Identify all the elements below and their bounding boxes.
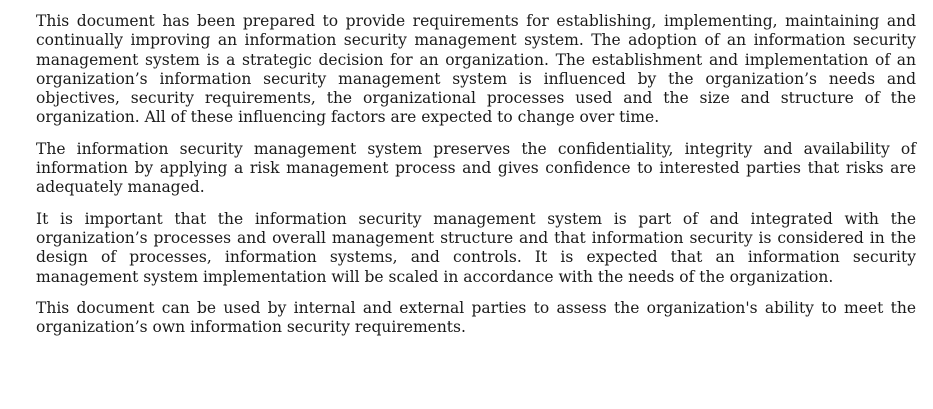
paragraph-usage: This document can be used by internal and external parties to assess the organization's ability to meet the organization’s own information security requirements. [36, 298, 916, 337]
paragraph-purpose: This document has been prepared to provide requirements for establishing, implementing, maintaining and continually improving an information security management system. The adoption of an information security management system is a strategic decision for an organization. The establishment and implementation of an organization’s information security management system is influenced by the organization’s needs and objectives, security requirements, the organizational processes used and the size and structure of the organization. All of these influencing factors are expected to change over time. [36, 12, 916, 127]
document-body [36, 12, 916, 337]
paragraph-integration: It is important that the information security management system is part of and integrated with the organization’s processes and overall management structure and that information security is considered in the design of processes, information systems, and controls. It is expected that an information security management system implementation will be scaled in accordance with the needs of the organization. [36, 209, 916, 286]
paragraph-preservation: The information security management system preserves the confidentiality, integrity and availability of information by applying a risk management process and gives confidence to interested parties that risks are adequately managed. [36, 139, 916, 197]
